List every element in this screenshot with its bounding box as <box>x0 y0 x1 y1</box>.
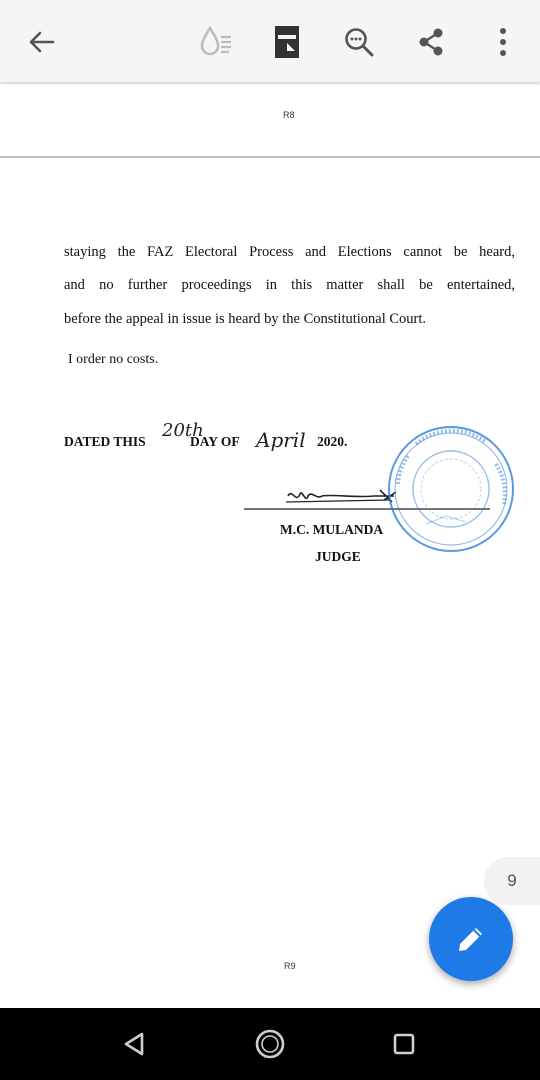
share-button[interactable] <box>409 20 453 64</box>
nav-home-button[interactable] <box>250 1024 290 1064</box>
more-options-button[interactable] <box>481 20 525 64</box>
nav-recents-icon <box>392 1032 416 1056</box>
nav-back-button[interactable] <box>114 1024 154 1064</box>
nav-recents-button[interactable] <box>384 1024 424 1064</box>
handwritten-month: April <box>256 428 306 452</box>
nav-home-icon <box>254 1028 286 1060</box>
judge-name: M.C. MULANDA <box>280 522 384 537</box>
edit-button[interactable] <box>429 897 513 981</box>
body-text-line: before the appeal in issue is heard by the Constitutional Court. <box>64 311 427 327</box>
page-footer-label: R8 <box>283 110 295 120</box>
page-separator <box>0 156 540 158</box>
nav-back-icon <box>122 1031 146 1057</box>
pencil-icon <box>454 922 488 956</box>
search-button[interactable] <box>337 20 381 64</box>
more-options-icon <box>498 27 508 57</box>
dated-this-label: DATED THIS <box>64 434 146 449</box>
page-layout-icon <box>274 25 300 59</box>
back-arrow-icon <box>27 30 55 54</box>
judge-title: JUDGE <box>315 549 361 564</box>
system-navigation-bar <box>0 1008 540 1080</box>
page-layout-button[interactable] <box>265 20 309 64</box>
year-label: 2020. <box>317 434 348 449</box>
day-of-label: DAY OF <box>190 434 240 449</box>
share-icon <box>416 27 446 57</box>
page-number-indicator: 9 <box>484 857 540 905</box>
search-icon <box>343 26 375 58</box>
handwritten-day: 20th <box>162 420 204 441</box>
top-toolbar <box>0 0 540 82</box>
court-stamp-icon <box>386 424 516 554</box>
page-footer-label: R9 <box>284 961 296 971</box>
body-text-line: staying the FAZ Electoral Process and Elections cannot be heard, <box>64 244 515 260</box>
back-button[interactable] <box>19 20 63 64</box>
costs-order-line: I order no costs. <box>68 352 159 367</box>
previous-page <box>0 84 540 156</box>
ink-saver-button[interactable] <box>194 20 238 64</box>
body-text-line: and no further proceedings in this matter shall be entertained, <box>64 277 515 293</box>
ink-saver-icon <box>196 24 236 60</box>
